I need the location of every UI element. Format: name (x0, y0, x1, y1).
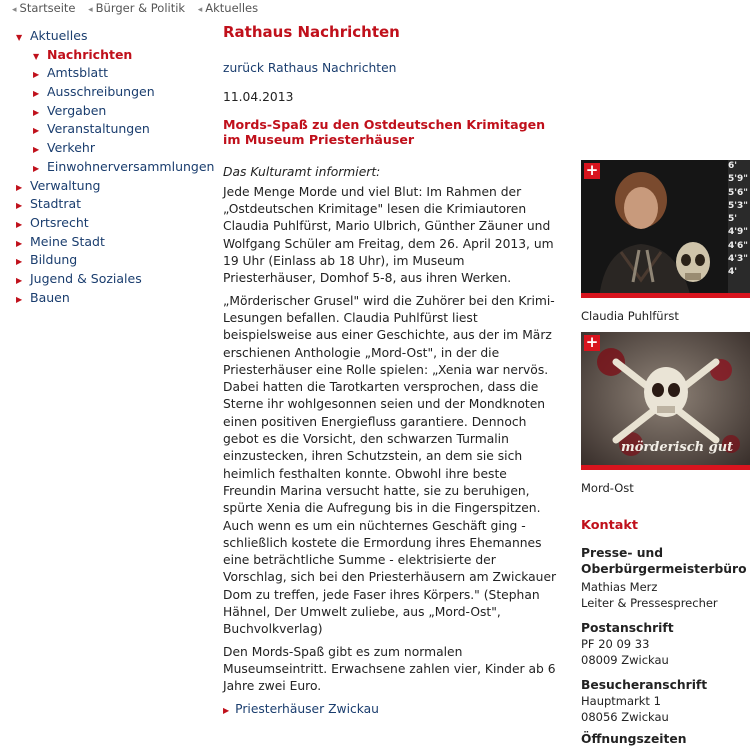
article-intro: Das Kulturamt informiert: (223, 164, 381, 179)
article-date: 11.04.2013 (223, 90, 294, 105)
office-name: Presse- und Oberbürgermeisterbüro (581, 546, 747, 576)
nav-subitem-amtsblatt[interactable]: ▶ Amtsblatt (16, 64, 214, 83)
caret-right-icon: ▶ (16, 294, 23, 304)
breadcrumb-startseite[interactable]: ◂ Startseite (12, 1, 76, 15)
caret-left-icon: ◂ (12, 5, 17, 15)
postal-heading: Postanschrift (581, 621, 674, 635)
caret-right-icon: ▶ (33, 163, 40, 173)
article (223, 22, 559, 719)
nav-subitem-verkehr[interactable]: ▶ Verkehr (16, 139, 214, 158)
article-paragraph-2: „Mörderischer Grusel" wird die Zuhörer bei den Krimi-Lesungen befallen. Claudia Puhlfürst liest beispielsweise aus einer Geschichte, aus der im März erschienen Anthologie „Mord-Ost", in der die Priesterhäuser eine Rolle spielen: „Xenia war nervös. Dabei hatten die Tarotkarten versprochen, dass die Sterne ihr wohlgesonnen seien und der Mondknoten einen positiven Energiefluss garantiere. Dennoch gebot es die Vorsicht, den schwarzen Turmalin einzustecken, ihren Schutzstein, an dem sie sich heimlich festhalten konnte. Obwohl ihre beste Freundin Marina versucht hatte, sie zu beruhigen, spürte Xenia die Aufregung bis in die Fingerspitzen. Auch wenn es um ein nüchternes Geschäft ging - schließlich kostete die Ermordung ihres Ehemannes eine beträchtliche Summe - elektrisierte der Vorschlag, sich bei den Priesterhäusern am Zwickauer Dom zu treffen, jede Faser ihres Körpers." (Stephan Hähnel, Der Umwelt zuliebe, aus „Mord-Ost", Buchvolkverlag) (223, 293, 557, 637)
sidebar-nav (16, 27, 214, 307)
caret-right-icon: ▶ (16, 182, 23, 192)
contact-heading: Kontakt (581, 518, 638, 533)
author-portrait-image (581, 160, 750, 298)
right-sidebar (581, 160, 750, 747)
caret-right-icon: ▶ (16, 219, 23, 229)
postal-line-1: PF 20 09 33 (581, 637, 650, 651)
caret-left-icon: ◂ (197, 5, 203, 15)
nav-subitem-vergaben[interactable]: ▶ Vergaben (16, 102, 214, 121)
visit-heading: Besucheranschrift (581, 678, 708, 692)
nav-subitem-ausschreibungen[interactable]: ▶ Ausschreibungen (16, 83, 214, 102)
nav-item-jugend-soziales[interactable]: ▶ Jugend & Soziales (16, 270, 214, 289)
visit-line-2: 08056 Zwickau (581, 710, 669, 724)
breadcrumb-aktuelles[interactable]: ◂ Aktuelles (197, 1, 259, 15)
caret-right-icon: ▶ (16, 257, 23, 267)
breadcrumb-buerger-politik[interactable]: ◂ Bürger & Politik (88, 1, 186, 15)
breadcrumb (12, 1, 267, 15)
nav-item-bildung[interactable]: ▶ Bildung (16, 251, 214, 270)
caret-right-icon: ▶ (33, 107, 40, 117)
red-cross-icon: + (585, 161, 599, 179)
caret-left-icon: ◂ (88, 5, 93, 15)
author-photo[interactable] (581, 160, 750, 298)
back-link[interactable]: zurück Rathaus Nachrichten (223, 61, 397, 75)
visit-line-1: Hauptmarkt 1 (581, 694, 661, 708)
contact-role: Leiter & Pressesprecher (581, 596, 718, 610)
photo-caption-book: Mord-Ost (581, 481, 634, 495)
article-paragraph-1: Jede Menge Morde und viel Blut: Im Rahmen der „Ostdeutschen Krimitage" lesen die Krimiautoren Claudia Puhlfürst, Mario Ulbrich, Günther Zäuner und Wolfgang Schüler am Freitag, dem 26. April 2013, um 19 Uhr (Einlass ab 18 Uhr), im Museum Priesterhäuser, Domhof 5-8, aus ihren Werken. (223, 184, 554, 286)
caret-right-icon: ▶ (33, 89, 40, 99)
nav-subitem-nachrichten[interactable]: ▼ Nachrichten (16, 46, 214, 65)
height-chart: 6' 5'9" 5'6" 5'3" 5' 4'9" 4'6" 4'3" 4' (728, 160, 750, 293)
nav-item-aktuelles[interactable]: ▼ Aktuelles (16, 27, 214, 46)
caret-right-icon: ▶ (16, 275, 23, 285)
caret-right-icon: ▶ (33, 145, 40, 155)
red-cross-icon: + (585, 333, 599, 351)
caret-down-icon: ▼ (33, 51, 40, 61)
priesterhaeuser-link[interactable]: ▶ Priesterhäuser Zwickau (223, 701, 379, 716)
caret-right-icon: ▶ (16, 238, 23, 248)
caret-right-icon: ▶ (223, 705, 230, 715)
book-title-text: mörderisch gut (621, 440, 734, 455)
article-paragraph-3: Den Mords-Spaß gibt es zum normalen Museumseintritt. Erwachsene zahlen vier, Kinder ab 6 Jahre zwei Euro. (223, 644, 556, 694)
postal-line-2: 08009 Zwickau (581, 653, 669, 667)
contact-person: Mathias Merz (581, 580, 658, 594)
nav-item-bauen[interactable]: ▶ Bauen (16, 289, 214, 308)
caret-right-icon: ▶ (33, 70, 40, 80)
caret-down-icon: ▼ (16, 33, 23, 42)
caret-right-icon: ▶ (16, 201, 23, 211)
nav-subitem-veranstaltungen[interactable]: ▶ Veranstaltungen (16, 120, 214, 139)
nav-subitem-einwohnerversammlungen[interactable]: ▶ Einwohnerversammlungen (16, 158, 214, 177)
photo-red-bar (581, 293, 750, 298)
caret-right-icon: ▶ (33, 126, 40, 136)
photo-red-bar (581, 465, 750, 470)
nav-item-ortsrecht[interactable]: ▶ Ortsrecht (16, 214, 214, 233)
hours-heading: Öffnungszeiten (581, 732, 687, 746)
nav-item-verwaltung[interactable]: ▶ Verwaltung (16, 177, 214, 196)
nav-item-meine-stadt[interactable]: ▶ Meine Stadt (16, 233, 214, 252)
nav-item-stadtrat[interactable]: ▶ Stadtrat (16, 195, 214, 214)
article-headline: Mords-Spaß zu den Ostdeutschen Krimitagen im Museum Priesterhäuser (223, 116, 546, 148)
page-title: Rathaus Nachrichten (223, 23, 400, 41)
photo-caption-author: Claudia Puhlfürst (581, 309, 679, 323)
book-cover-photo[interactable] (581, 332, 750, 470)
